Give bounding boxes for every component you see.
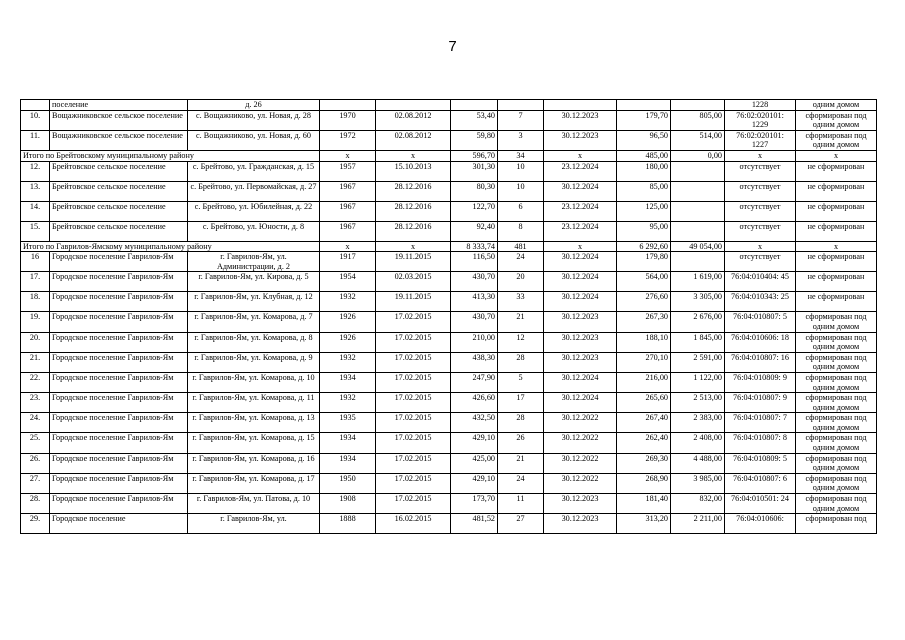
cell-number: 18. <box>21 292 50 312</box>
cell-settlement: Городское поселение Гаврилов-Ям <box>50 252 188 272</box>
cell-number: 23. <box>21 393 50 413</box>
cell-planned-date: 30.12.2023 <box>544 110 617 130</box>
cell-address: д. 26 <box>188 100 320 111</box>
cell-residents: 6 <box>498 201 544 221</box>
cell-cadastral: 76:04:010343: 25 <box>725 292 796 312</box>
cell-planned-date: 30.12.2024 <box>544 372 617 392</box>
cell-date-recognized: 02.03.2015 <box>376 272 451 292</box>
cell-cadastral: 76:04:010807: 6 <box>725 473 796 493</box>
cell-planned-date: 30.12.2024 <box>544 181 617 201</box>
cell-residents: 28 <box>498 413 544 433</box>
cell-area: 210,00 <box>451 332 498 352</box>
cell-land-status: сформирован под одним домом <box>796 494 877 514</box>
cell-planned-date: 23.12.2024 <box>544 161 617 181</box>
cell-date-recognized: 17.02.2015 <box>376 332 451 352</box>
cell-planned-date: 30.12.2024 <box>544 393 617 413</box>
cell-value-2 <box>671 161 725 181</box>
cell-area: 426,60 <box>451 393 498 413</box>
cell-date-recognized: 17.02.2015 <box>376 413 451 433</box>
cell-settlement: Брейтовское сельское поселение <box>50 181 188 201</box>
cell-value-1: 269,30 <box>617 453 671 473</box>
cell-residents: 20 <box>498 272 544 292</box>
cell-number: 21. <box>21 352 50 372</box>
cell-value-1: 96,50 <box>617 130 671 150</box>
cell-residents: 10 <box>498 161 544 181</box>
cell-area: 301,30 <box>451 161 498 181</box>
cell-value-1: 313,20 <box>617 514 671 534</box>
table-row <box>21 252 877 272</box>
cell-residents: 26 <box>498 433 544 453</box>
cell-value-2 <box>671 221 725 241</box>
cell-planned-date: 23.12.2024 <box>544 201 617 221</box>
cell-value-2 <box>671 181 725 201</box>
cell-area: 8 333,74 <box>451 241 498 252</box>
cell-number: 11. <box>21 130 50 150</box>
cell-number: 16 <box>21 252 50 272</box>
cell-land-status: сформирован под одним домом <box>796 393 877 413</box>
cell-residents: 34 <box>498 150 544 161</box>
cell-planned-date: x <box>544 241 617 252</box>
cell-number: 15. <box>21 221 50 241</box>
cell-number: 26. <box>21 453 50 473</box>
cell-area: 116,50 <box>451 252 498 272</box>
cell-planned-date: 30.12.2024 <box>544 292 617 312</box>
cell-cadastral: отсутствует <box>725 161 796 181</box>
cell-year: x <box>320 241 376 252</box>
cell-number: 13. <box>21 181 50 201</box>
cell-area <box>451 100 498 111</box>
cell-year: 1954 <box>320 272 376 292</box>
cell-area: 430,70 <box>451 312 498 332</box>
cell-value-2: 2 383,00 <box>671 413 725 433</box>
cell-cadastral: 76:04:010809: 9 <box>725 372 796 392</box>
cell-cadastral: отсутствует <box>725 181 796 201</box>
cell-year: 1967 <box>320 201 376 221</box>
cell-residents: 8 <box>498 221 544 241</box>
cell-number: 20. <box>21 332 50 352</box>
cell-area: 173,70 <box>451 494 498 514</box>
cell-address: г. Гаврилов-Ям, ул. Кирова, д. 5 <box>188 272 320 292</box>
cell-year: 1950 <box>320 473 376 493</box>
cell-value-2: 2 513,00 <box>671 393 725 413</box>
cell-settlement: Городское поселение Гаврилов-Ям <box>50 453 188 473</box>
cell-number: 25. <box>21 433 50 453</box>
cell-year: 1970 <box>320 110 376 130</box>
cell-value-1: 276,60 <box>617 292 671 312</box>
cell-planned-date: 30.12.2023 <box>544 332 617 352</box>
table-row <box>21 181 877 201</box>
cell-value-1: 188,10 <box>617 332 671 352</box>
cell-settlement: Городское поселение Гаврилов-Ям <box>50 473 188 493</box>
cell-address: г. Гаврилов-Ям, ул. Комарова, д. 16 <box>188 453 320 473</box>
cell-value-2: 4 488,00 <box>671 453 725 473</box>
cell-settlement: Брейтовское сельское поселение <box>50 221 188 241</box>
cell-residents: 21 <box>498 312 544 332</box>
table-row <box>21 494 877 514</box>
table-row <box>21 332 877 352</box>
cell-value-2: 1 122,00 <box>671 372 725 392</box>
cell-address: г. Гаврилов-Ям, ул. Клубная, д. 12 <box>188 292 320 312</box>
cell-value-2: 2 408,00 <box>671 433 725 453</box>
cell-land-status: сформирован под одним домом <box>796 130 877 150</box>
cell-number: 12. <box>21 161 50 181</box>
cell-land-status: x <box>796 150 877 161</box>
table-row <box>21 100 877 111</box>
cell-value-2: 0,00 <box>671 150 725 161</box>
cell-value-2: 1 619,00 <box>671 272 725 292</box>
cell-value-1: 180,00 <box>617 161 671 181</box>
cell-planned-date: 30.12.2024 <box>544 272 617 292</box>
cell-year: 1908 <box>320 494 376 514</box>
cell-address: г. Гаврилов-Ям, ул. Комарова, д. 9 <box>188 352 320 372</box>
cell-area: 481,52 <box>451 514 498 534</box>
cell-settlement: Городское поселение Гаврилов-Ям <box>50 272 188 292</box>
cell-value-2: 3 305,00 <box>671 292 725 312</box>
cell-address: г. Гаврилов-Ям, ул. Патова, д. 10 <box>188 494 320 514</box>
cell-settlement: Городское поселение <box>50 514 188 534</box>
cell-value-1: 179,70 <box>617 110 671 130</box>
cell-cadastral: x <box>725 241 796 252</box>
table-row <box>21 352 877 372</box>
cell-land-status: не сформирован <box>796 161 877 181</box>
cell-land-status: сформирован под <box>796 514 877 534</box>
cell-date-recognized: 02.08.2012 <box>376 110 451 130</box>
table-row <box>21 413 877 433</box>
cell-land-status: не сформирован <box>796 272 877 292</box>
cell-area: 122,70 <box>451 201 498 221</box>
cell-area: 438,30 <box>451 352 498 372</box>
cell-value-1: 216,00 <box>617 372 671 392</box>
cell-value-1: 268,90 <box>617 473 671 493</box>
cell-cadastral: 76:04:010404: 45 <box>725 272 796 292</box>
cell-area: 80,30 <box>451 181 498 201</box>
cell-land-status: сформирован под одним домом <box>796 332 877 352</box>
cell-address: г. Гаврилов-Ям, ул. <box>188 514 320 534</box>
cell-value-1: 265,60 <box>617 393 671 413</box>
table-row <box>21 433 877 453</box>
cell-value-2: 2 211,00 <box>671 514 725 534</box>
cell-value-2: 2 676,00 <box>671 312 725 332</box>
cell-land-status: сформирован под одним домом <box>796 352 877 372</box>
cell-value-1: 564,00 <box>617 272 671 292</box>
cell-area: 92,40 <box>451 221 498 241</box>
total-label: Итого по Гаврилов-Ямскому муниципальному району <box>21 241 320 252</box>
cell-residents: 33 <box>498 292 544 312</box>
cell-address: г. Гаврилов-Ям, ул. Комарова, д. 11 <box>188 393 320 413</box>
cell-value-1: 6 292,60 <box>617 241 671 252</box>
page-number: 7 <box>448 38 457 55</box>
cell-cadastral: 76:04:010606: <box>725 514 796 534</box>
cell-address: с. Брейтово, ул. Юбилейная, д. 22 <box>188 201 320 221</box>
cell-year: 1932 <box>320 393 376 413</box>
cell-residents: 24 <box>498 252 544 272</box>
cell-cadastral: 76:04:010809: 5 <box>725 453 796 473</box>
cell-settlement: Брейтовское сельское поселение <box>50 201 188 221</box>
cell-year: 1957 <box>320 161 376 181</box>
cell-date-recognized: 19.11.2015 <box>376 252 451 272</box>
cell-settlement: Вощажниковское сельское поселение <box>50 110 188 130</box>
cell-land-status: не сформирован <box>796 292 877 312</box>
cell-residents: 11 <box>498 494 544 514</box>
cell-cadastral: 76:04:010807: 7 <box>725 413 796 433</box>
cell-year: 1934 <box>320 372 376 392</box>
cell-value-1 <box>617 100 671 111</box>
table-row <box>21 272 877 292</box>
cell-address: с. Брейтово, ул. Юности, д. 8 <box>188 221 320 241</box>
cell-land-status: сформирован под одним домом <box>796 473 877 493</box>
cell-value-2: 2 591,00 <box>671 352 725 372</box>
table-row <box>21 372 877 392</box>
cell-year: 1972 <box>320 130 376 150</box>
cell-value-2: 805,00 <box>671 110 725 130</box>
cell-area: 413,30 <box>451 292 498 312</box>
cell-year: 1926 <box>320 332 376 352</box>
cell-date-recognized: 17.02.2015 <box>376 473 451 493</box>
cell-address: с. Брейтово, ул. Гражданская, д. 15 <box>188 161 320 181</box>
cell-cadastral: 76:04:010501: 24 <box>725 494 796 514</box>
cell-residents: 3 <box>498 130 544 150</box>
cell-date-recognized: 17.02.2015 <box>376 372 451 392</box>
cell-value-1: 181,40 <box>617 494 671 514</box>
cell-date-recognized: 17.02.2015 <box>376 393 451 413</box>
cell-date-recognized: 15.10.2013 <box>376 161 451 181</box>
cell-cadastral: 1228 <box>725 100 796 111</box>
cell-planned-date: 30.12.2023 <box>544 352 617 372</box>
total-label: Итого по Брейтовскому муниципальному району <box>21 150 320 161</box>
cell-cadastral: 76:04:010606: 18 <box>725 332 796 352</box>
cell-year: 1934 <box>320 453 376 473</box>
cell-value-1: 95,00 <box>617 221 671 241</box>
cell-value-2 <box>671 100 725 111</box>
total-row <box>21 150 877 161</box>
cell-year: 1917 <box>320 252 376 272</box>
cell-value-2: 514,00 <box>671 130 725 150</box>
cell-address: г. Гаврилов-Ям, ул. Комарова, д. 13 <box>188 413 320 433</box>
cell-value-2: 832,00 <box>671 494 725 514</box>
total-row <box>21 241 877 252</box>
cell-value-2: 49 054,00 <box>671 241 725 252</box>
cell-number: 24. <box>21 413 50 433</box>
cell-land-status: не сформирован <box>796 181 877 201</box>
cell-residents: 481 <box>498 241 544 252</box>
cell-date-recognized <box>376 100 451 111</box>
cell-cadastral: 76:04:010807: 16 <box>725 352 796 372</box>
cell-planned-date: 30.12.2022 <box>544 413 617 433</box>
cell-date-recognized: 16.02.2015 <box>376 514 451 534</box>
table-row <box>21 514 877 534</box>
cell-residents: 21 <box>498 453 544 473</box>
housing-registry-table <box>20 99 877 534</box>
cell-land-status: не сформирован <box>796 252 877 272</box>
cell-cadastral: отсутствует <box>725 221 796 241</box>
cell-settlement: Городское поселение Гаврилов-Ям <box>50 372 188 392</box>
cell-address: г. Гаврилов-Ям, ул. Комарова, д. 10 <box>188 372 320 392</box>
cell-cadastral: 76:04:010807: 8 <box>725 433 796 453</box>
cell-planned-date: 30.12.2024 <box>544 252 617 272</box>
cell-planned-date: 30.12.2023 <box>544 514 617 534</box>
cell-cadastral: 76:04:010807: 9 <box>725 393 796 413</box>
cell-cadastral: отсутствует <box>725 201 796 221</box>
cell-date-recognized: x <box>376 241 451 252</box>
cell-planned-date <box>544 100 617 111</box>
cell-settlement: поселение <box>50 100 188 111</box>
cell-number: 22. <box>21 372 50 392</box>
cell-cadastral: 76:02:020101: 1229 <box>725 110 796 130</box>
cell-settlement: Городское поселение Гаврилов-Ям <box>50 393 188 413</box>
cell-area: 596,70 <box>451 150 498 161</box>
table-row <box>21 110 877 130</box>
cell-residents: 27 <box>498 514 544 534</box>
table-row <box>21 221 877 241</box>
cell-year: 1934 <box>320 433 376 453</box>
cell-area: 429,10 <box>451 473 498 493</box>
cell-residents: 7 <box>498 110 544 130</box>
cell-area: 53,40 <box>451 110 498 130</box>
cell-address: г. Гаврилов-Ям, ул. Комарова, д. 7 <box>188 312 320 332</box>
cell-address: г. Гаврилов-Ям, ул. Комарова, д. 8 <box>188 332 320 352</box>
cell-value-2 <box>671 201 725 221</box>
cell-value-1: 485,00 <box>617 150 671 161</box>
cell-value-2: 1 845,00 <box>671 332 725 352</box>
cell-land-status: сформирован под одним домом <box>796 453 877 473</box>
table-row <box>21 161 877 181</box>
cell-number: 17. <box>21 272 50 292</box>
cell-residents: 28 <box>498 352 544 372</box>
cell-planned-date: 30.12.2023 <box>544 312 617 332</box>
cell-date-recognized: 28.12.2016 <box>376 221 451 241</box>
cell-land-status: одним домом <box>796 100 877 111</box>
cell-planned-date: 23.12.2024 <box>544 221 617 241</box>
cell-date-recognized: 28.12.2016 <box>376 181 451 201</box>
registry-body <box>21 100 877 534</box>
cell-area: 432,50 <box>451 413 498 433</box>
cell-area: 247,90 <box>451 372 498 392</box>
cell-number: 19. <box>21 312 50 332</box>
cell-number: 14. <box>21 201 50 221</box>
cell-settlement: Городское поселение Гаврилов-Ям <box>50 494 188 514</box>
cell-planned-date: 30.12.2023 <box>544 494 617 514</box>
cell-area: 430,70 <box>451 272 498 292</box>
cell-land-status: сформирован под одним домом <box>796 372 877 392</box>
cell-residents <box>498 100 544 111</box>
cell-date-recognized: x <box>376 150 451 161</box>
cell-land-status: не сформирован <box>796 201 877 221</box>
table-row <box>21 201 877 221</box>
cell-value-1: 267,30 <box>617 312 671 332</box>
table-row <box>21 130 877 150</box>
cell-land-status: x <box>796 241 877 252</box>
cell-cadastral: 76:04:010807: 5 <box>725 312 796 332</box>
cell-area: 59,80 <box>451 130 498 150</box>
cell-land-status: не сформирован <box>796 221 877 241</box>
table-row <box>21 453 877 473</box>
cell-address: с. Вощажниково, ул. Новая, д. 60 <box>188 130 320 150</box>
cell-land-status: сформирован под одним домом <box>796 312 877 332</box>
cell-date-recognized: 17.02.2015 <box>376 433 451 453</box>
cell-value-1: 267,40 <box>617 413 671 433</box>
cell-year: 1926 <box>320 312 376 332</box>
cell-settlement: Брейтовское сельское поселение <box>50 161 188 181</box>
cell-year <box>320 100 376 111</box>
cell-planned-date: x <box>544 150 617 161</box>
cell-settlement: Городское поселение Гаврилов-Ям <box>50 413 188 433</box>
cell-year: x <box>320 150 376 161</box>
cell-address: г. Гаврилов-Ям, ул. Администрации, д. 2 <box>188 252 320 272</box>
cell-address: с. Брейтово, ул. Первомайская, д. 27 <box>188 181 320 201</box>
cell-date-recognized: 17.02.2015 <box>376 494 451 514</box>
cell-land-status: сформирован под одним домом <box>796 110 877 130</box>
cell-number: 27. <box>21 473 50 493</box>
cell-residents: 5 <box>498 372 544 392</box>
cell-date-recognized: 17.02.2015 <box>376 352 451 372</box>
cell-residents: 17 <box>498 393 544 413</box>
cell-land-status: сформирован под одним домом <box>796 433 877 453</box>
cell-value-1: 270,10 <box>617 352 671 372</box>
cell-value-2 <box>671 252 725 272</box>
cell-date-recognized: 28.12.2016 <box>376 201 451 221</box>
cell-settlement: Городское поселение Гаврилов-Ям <box>50 332 188 352</box>
cell-year: 1967 <box>320 181 376 201</box>
table-row <box>21 292 877 312</box>
cell-settlement: Городское поселение Гаврилов-Ям <box>50 312 188 332</box>
cell-planned-date: 30.12.2022 <box>544 433 617 453</box>
table-row <box>21 473 877 493</box>
cell-number: 10. <box>21 110 50 130</box>
cell-date-recognized: 17.02.2015 <box>376 453 451 473</box>
cell-area: 425,00 <box>451 453 498 473</box>
cell-address: с. Вощажниково, ул. Новая, д. 28 <box>188 110 320 130</box>
cell-value-1: 262,40 <box>617 433 671 453</box>
cell-planned-date: 30.12.2022 <box>544 453 617 473</box>
cell-area: 429,10 <box>451 433 498 453</box>
cell-settlement: Вощажниковское сельское поселение <box>50 130 188 150</box>
cell-settlement: Городское поселение Гаврилов-Ям <box>50 292 188 312</box>
cell-number <box>21 100 50 111</box>
cell-year: 1967 <box>320 221 376 241</box>
cell-year: 1935 <box>320 413 376 433</box>
cell-planned-date: 30.12.2023 <box>544 130 617 150</box>
cell-value-1: 85,00 <box>617 181 671 201</box>
cell-settlement: Городское поселение Гаврилов-Ям <box>50 433 188 453</box>
cell-planned-date: 30.12.2022 <box>544 473 617 493</box>
cell-value-1: 179,80 <box>617 252 671 272</box>
cell-settlement: Городское поселение Гаврилов-Ям <box>50 352 188 372</box>
table-row <box>21 393 877 413</box>
cell-residents: 12 <box>498 332 544 352</box>
cell-date-recognized: 17.02.2015 <box>376 312 451 332</box>
cell-number: 29. <box>21 514 50 534</box>
cell-land-status: сформирован под одним домом <box>796 413 877 433</box>
cell-value-2: 3 985,00 <box>671 473 725 493</box>
cell-year: 1932 <box>320 292 376 312</box>
cell-residents: 24 <box>498 473 544 493</box>
cell-address: г. Гаврилов-Ям, ул. Комарова, д. 15 <box>188 433 320 453</box>
cell-date-recognized: 19.11.2015 <box>376 292 451 312</box>
cell-cadastral: отсутствует <box>725 252 796 272</box>
cell-address: г. Гаврилов-Ям, ул. Комарова, д. 17 <box>188 473 320 493</box>
table-row <box>21 312 877 332</box>
cell-year: 1888 <box>320 514 376 534</box>
cell-cadastral: x <box>725 150 796 161</box>
cell-number: 28. <box>21 494 50 514</box>
cell-cadastral: 76:02:020101: 1227 <box>725 130 796 150</box>
cell-residents: 10 <box>498 181 544 201</box>
cell-year: 1932 <box>320 352 376 372</box>
cell-date-recognized: 02.08.2012 <box>376 130 451 150</box>
cell-value-1: 125,00 <box>617 201 671 221</box>
